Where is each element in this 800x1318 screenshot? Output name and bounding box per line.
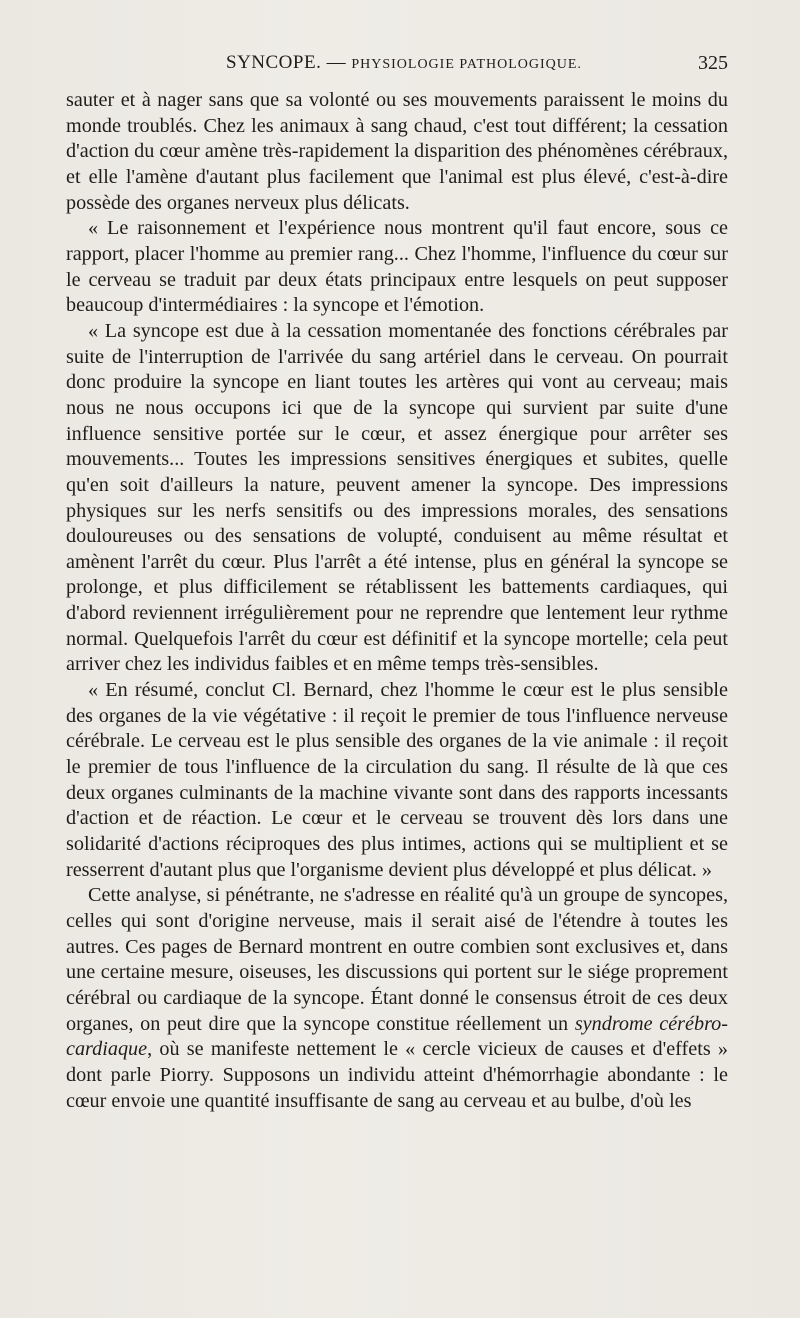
paragraph-quote-reasoning: « Le raisonnement et l'expérience nous montrent qu'il faut encore, sous ce rapport, placer l'homme au premier rang... Chez l'homme, l'influence du cœur sur le cerveau se traduit par deux états principaux entre lesquels on peut supposer beaucoup d'intermédiaires : la syncope et l'émotion.	[66, 217, 728, 317]
title-dash: —	[321, 52, 352, 73]
paragraph-quote-summary: « En résumé, conclut Cl. Bernard, chez l'homme le cœur est le plus sensible des organes de la vie végétative : il reçoit le premier de tous l'influence nerveuse cérébrale. Le cerveau est le plus sensible des organes de la vie animale : il reçoit le premier de tous l'influence de la circulation du sang. Il résulte de là que ces deux organes culminants de la machine vivante sont dans des rapports incessants d'action et de réaction. Le cœur et le cerveau se trouvent dès lors dans une solidarité d'actions réciproques des plus intimes, actions qui se multiplient et se resserrent d'autant plus que l'organisme devient plus développé et plus délicat. »	[66, 679, 728, 881]
paragraph-quote-syncope: « La syncope est due à la cessation momentanée des fonctions cérébrales par suite de l'interruption de l'arrivée du sang artériel dans le cerveau. On pourrait donc produire la syncope en liant toutes les artères qui vont au cerveau; mais nous ne nous occupons ici que de la syncope qui survient par suite d'une influence sensitive portée sur le cœur, et assez énergique pour arrêter ses mouvements... Toutes les impressions sensitives énergiques et subites, quelle qu'en soit d'ailleurs la nature, peuvent amener la syncope. Des impressions physiques sur les nerfs sensitifs ou des impressions morales, des sensations douloureuses ou des sensations de volupté, conduisent au même résultat et amènent l'arrêt du cœur. Plus l'arrêt a été intense, plus en général la syncope se prolonge, et plus difficilement se rétablissent les battements cardiaques, qui d'abord reviennent irrégulièrement pour ne reprendre que lentement leur rythme normal. Quelquefois l'arrêt du cœur est définitif et la syncope mortelle; cela peut arriver chez les individus faibles et en même temps très-sensibles.	[66, 319, 728, 676]
paragraph-analysis	[66, 883, 728, 1114]
body-text	[66, 88, 728, 1114]
section-title: PHYSIOLOGIE PATHOLOGIQUE.	[351, 57, 582, 72]
page-header	[66, 52, 728, 82]
page-number: 325	[698, 52, 728, 74]
analysis-emphasis: syndrome cérébro-cardiaque	[66, 1012, 728, 1061]
chapter-title: SYNCOPE.	[226, 52, 322, 73]
paragraph-continuation: sauter et à nager sans que sa volonté ou ses mouvements paraissent le moins du monde troublés. Chez les animaux à sang chaud, c'est tout différent; la cessation d'action du cœur amène très-rapidement la disparition des phénomènes cérébraux, et elle l'amène d'autant plus facilement que l'animal est plus élevé, c'est-à-dire possède des organes nerveux plus délicats.	[66, 89, 728, 214]
analysis-text-after: , où se manifeste nettement le « cercle vicieux de causes et d'effets » dont parle Piorry. Supposons un individu atteint d'hémorrhagie abondante : le cœur envoie une quantité insuffisante de sang au cerveau et au bulbe, d'où les	[66, 1038, 728, 1112]
running-title	[226, 52, 582, 74]
analysis-text-before: Cette analyse, si pénétrante, ne s'adresse en réalité qu'à un groupe de syncopes, celles qui sont d'origine nerveuse, mais il serait aisé de l'étendre à toutes les autres. Ces pages de Bernard montrent en outre combien sont exclusives et, dans une certaine mesure, oiseuses, les discussions qui portent sur le siége proprement cérébral ou cardiaque de la syncope. Étant donné le consensus étroit de ces deux organes, on peut dire que la syncope constitue réellement un	[66, 884, 728, 1035]
